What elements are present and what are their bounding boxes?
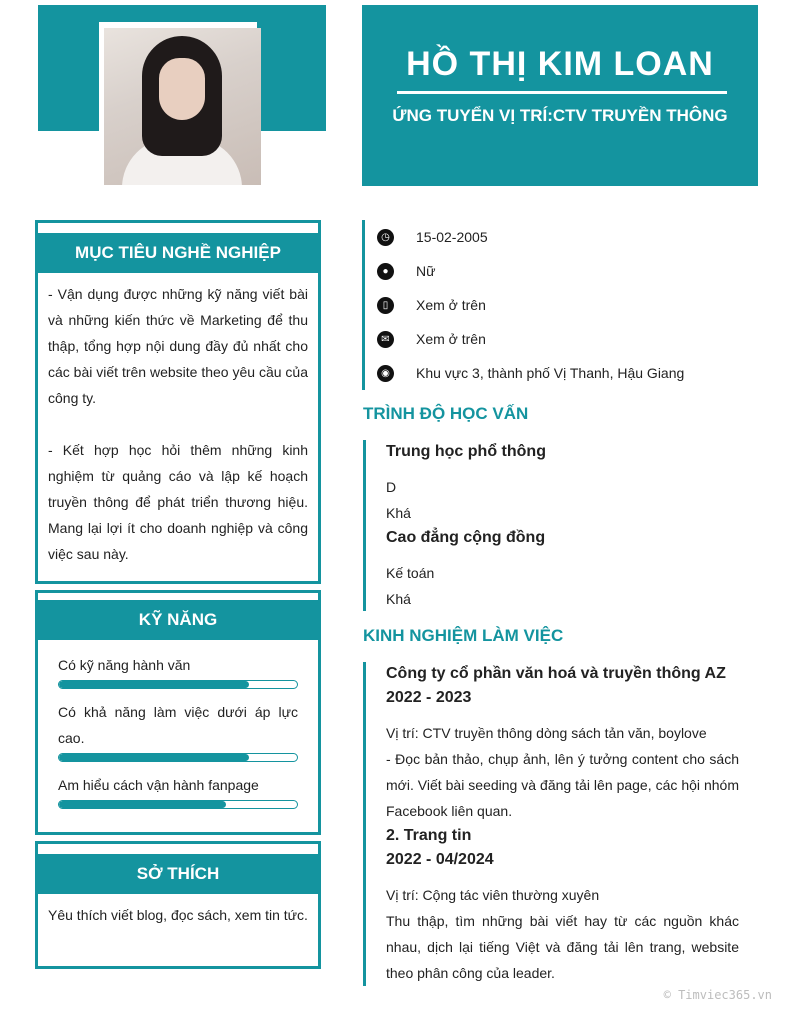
skill-bar — [58, 800, 298, 809]
skills-box — [35, 590, 321, 835]
grade: Khá — [386, 591, 411, 607]
header-divider — [397, 91, 727, 94]
contact-info — [362, 220, 765, 390]
skill-label: Có khả năng làm việc dưới áp lực cao. — [58, 704, 298, 746]
major: D — [386, 479, 397, 495]
experience-item — [386, 662, 739, 824]
contact-row — [377, 363, 684, 383]
skill-bar-fill — [59, 801, 226, 808]
skill-bar-fill — [59, 754, 249, 761]
phone: Xem ở trên — [416, 297, 486, 313]
school-name: Cao đẳng cộng đồng — [386, 529, 546, 546]
gender: Nữ — [416, 263, 436, 279]
skill-item — [38, 699, 318, 762]
objective-box — [35, 220, 321, 584]
grade: Khá — [386, 505, 411, 521]
header — [362, 5, 758, 186]
skill-bar — [58, 753, 298, 762]
location-icon: ◉ — [377, 365, 394, 382]
hobbies-text: Yêu thích viết blog, đọc sách, xem tin tức. — [48, 907, 308, 923]
company-name: Công ty cổ phần văn hoá và truyền thông AZ — [386, 665, 726, 682]
work-description: Thu thập, tìm những bài viết hay từ các nguồn khác nhau, dịch lại tiếng Việt và đăng tải lên trang, website theo phân công của leader. — [386, 913, 739, 981]
user-icon: ● — [377, 263, 394, 280]
skill-item — [38, 772, 318, 809]
experience-item — [386, 824, 739, 986]
skill-bar-fill — [59, 681, 249, 688]
education-line — [363, 440, 366, 611]
avatar — [104, 28, 261, 185]
skill-bar — [58, 680, 298, 689]
education-title: TRÌNH ĐỘ HỌC VẤN — [363, 404, 529, 423]
work-role: Vị trí: CTV truyền thông dòng sách tản văn, boylove — [386, 725, 707, 741]
skill-label: Có kỹ năng hành văn — [58, 657, 191, 673]
contact-row — [377, 295, 486, 315]
objective-title: MỤC TIÊU NGHỀ NGHIỆP — [38, 233, 318, 273]
experience-title: KINH NGHIỆM LÀM VIỆC — [363, 626, 564, 645]
hobbies-box — [35, 841, 321, 969]
major: Kế toán — [386, 565, 435, 581]
skill-item — [38, 652, 318, 689]
skills-title: KỸ NĂNG — [38, 600, 318, 640]
phone-icon: ▯ — [377, 297, 394, 314]
experience-line — [363, 662, 366, 986]
contact-row — [377, 261, 435, 281]
work-role: Vị trí: Cộng tác viên thường xuyên — [386, 887, 600, 903]
watermark-footer: © Timviec365.vn — [663, 988, 772, 1002]
objective-paragraph: - Vận dụng được những kỹ năng viết bài và những kiến thức về Marketing để thu thập, tổng hợp nội dung đầy đủ nhất cho các bài viết trên website theo yêu cầu của công ty. — [48, 286, 308, 406]
company-name: 2. Trang tin — [386, 827, 472, 844]
email-icon: ✉ — [377, 331, 394, 348]
education-item — [386, 440, 739, 526]
address: Khu vực 3, thành phố Vị Thanh, Hậu Giang — [416, 365, 685, 381]
education-item — [386, 526, 739, 612]
objective-paragraph: - Kết hợp học hỏi thêm những kinh nghiệm từ quảng cáo và lập kế hoạch truyền thông để phát triển thương hiệu. Mang lại lợi ít cho doanh nghiệp và công việc sau này. — [48, 442, 308, 562]
candidate-name: HỒ THỊ KIM LOAN — [406, 45, 714, 83]
clock-icon: ◷ — [377, 229, 394, 246]
skill-label: Am hiểu cách vận hành fanpage — [58, 777, 259, 793]
work-description: - Đọc bản thảo, chụp ảnh, lên ý tưởng content cho sách mới. Viết bài seeding và đăng tải lên page, các hội nhóm Facebook liên quan. — [386, 751, 739, 819]
work-period: 2022 - 2023 — [386, 689, 472, 706]
school-name: Trung học phổ thông — [386, 443, 546, 460]
applied-position: ỨNG TUYỂN VỊ TRÍ:CTV TRUYỀN THÔNG — [392, 106, 728, 125]
objective-text — [38, 273, 318, 575]
work-period: 2022 - 04/2024 — [386, 851, 494, 868]
contact-row — [377, 227, 488, 247]
birth-date: 15-02-2005 — [416, 229, 488, 245]
hobbies-title: SỞ THÍCH — [38, 854, 318, 894]
contact-row — [377, 329, 486, 349]
email: Xem ở trên — [416, 331, 486, 347]
